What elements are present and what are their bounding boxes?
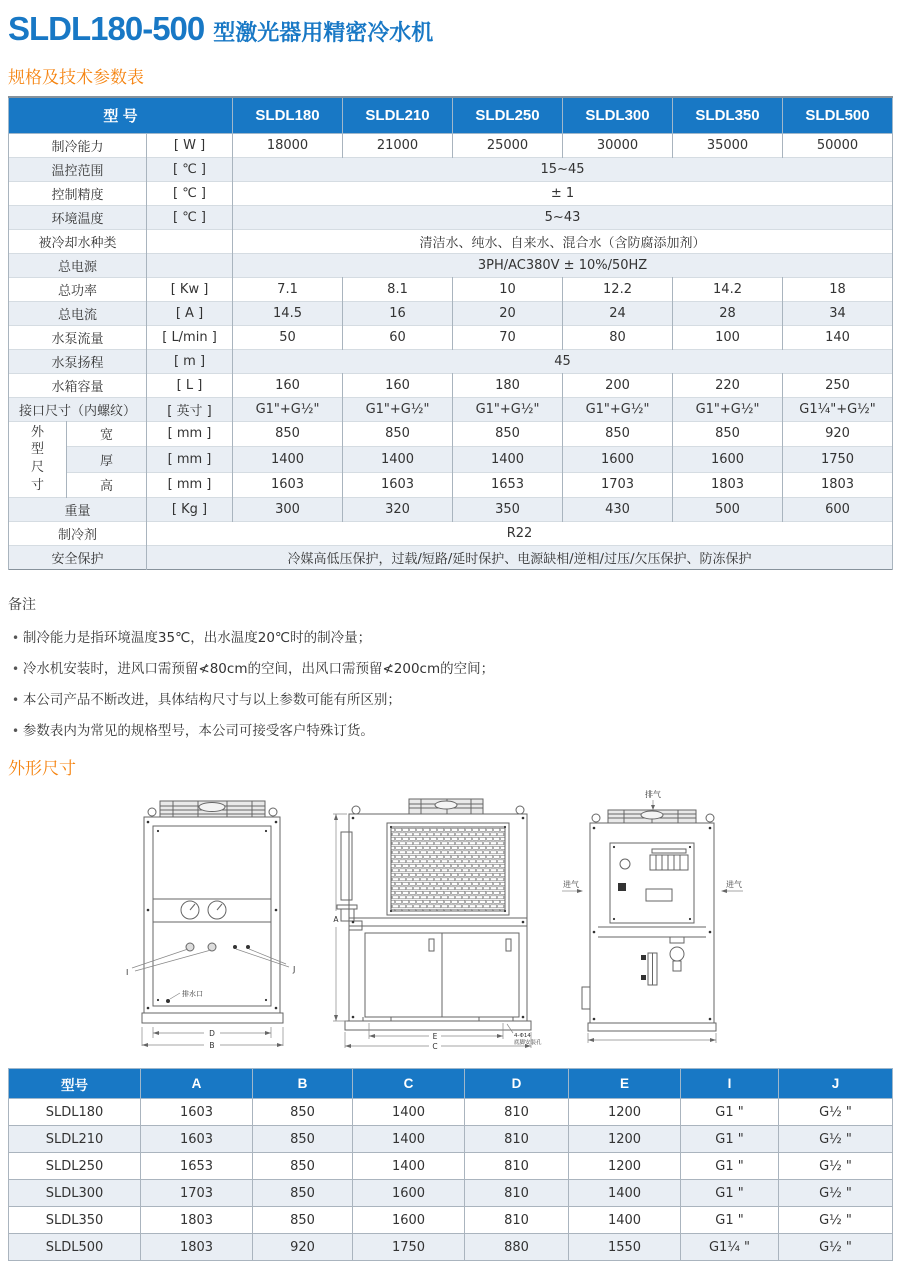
spec-label: 重量 (9, 498, 147, 522)
spec-row (9, 447, 893, 473)
dim-value: G1¼ " (681, 1234, 779, 1261)
dim-row (9, 1153, 893, 1180)
spec-value: 14.5 (233, 301, 343, 325)
dim-header: J (779, 1069, 893, 1099)
spec-value: G1"+G½" (673, 397, 783, 421)
spec-value: 220 (673, 373, 783, 397)
spec-sub-label: 宽 (67, 421, 147, 447)
drawing-side-view (329, 787, 544, 1052)
dim-value: 1803 (141, 1234, 253, 1261)
dim-value: 1400 (569, 1207, 681, 1234)
spec-value: 12.2 (563, 277, 673, 301)
spec-label: 总功率 (9, 277, 147, 301)
spec-sub-label: 厚 (67, 447, 147, 473)
spec-label: 水泵扬程 (9, 349, 147, 373)
rear-intake-right-label: 进气 (726, 880, 742, 890)
dim-value: 1400 (353, 1153, 465, 1180)
spec-value: G1"+G½" (563, 397, 673, 421)
spec-value: G1"+G½" (453, 397, 563, 421)
spec-value: G1"+G½" (343, 397, 453, 421)
dim-value: 880 (465, 1234, 569, 1261)
spec-value: 500 (673, 498, 783, 522)
spec-value: 300 (233, 498, 343, 522)
spec-value: 1600 (563, 447, 673, 473)
spec-header-model: SLDL210 (343, 97, 453, 133)
spec-value: 1600 (673, 447, 783, 473)
spec-value: 850 (453, 421, 563, 447)
spec-row (9, 229, 893, 253)
spec-value: 60 (343, 325, 453, 349)
spec-value: 20 (453, 301, 563, 325)
spec-value: 1603 (343, 472, 453, 498)
dim-value: G½ " (779, 1099, 893, 1126)
spec-value: 160 (343, 373, 453, 397)
spec-row (9, 522, 893, 546)
spec-label: 安全保护 (9, 546, 147, 570)
front-dim-b: B (209, 1041, 215, 1051)
dim-model: SLDL250 (9, 1153, 141, 1180)
spec-value: 920 (783, 421, 893, 447)
section-title-specs: 规格及技术参数表 (8, 68, 144, 88)
spec-row (9, 277, 893, 301)
front-dim-d: D (209, 1029, 215, 1039)
dim-value: G½ " (779, 1126, 893, 1153)
spec-value: 1603 (233, 472, 343, 498)
dim-value: 1400 (569, 1180, 681, 1207)
dim-value: 1703 (141, 1180, 253, 1207)
spec-label: 环境温度 (9, 205, 147, 229)
spec-value: 1400 (233, 447, 343, 473)
dim-header: B (253, 1069, 353, 1099)
spec-row (9, 397, 893, 421)
spec-unit: [ W ] (147, 133, 233, 157)
spec-value: 1400 (453, 447, 563, 473)
spec-row (9, 253, 893, 277)
spec-label: 水泵流量 (9, 325, 147, 349)
spec-row (9, 325, 893, 349)
spec-label: 制冷能力 (9, 133, 147, 157)
spec-merged-value: 5~43 (233, 205, 893, 229)
spec-unit: [ L/min ] (147, 325, 233, 349)
spec-label: 总电源 (9, 253, 147, 277)
dim-value: G1 " (681, 1153, 779, 1180)
spec-value: 1703 (563, 472, 673, 498)
spec-value: 50 (233, 325, 343, 349)
spec-value: 250 (783, 373, 893, 397)
spec-row (9, 157, 893, 181)
spec-table (8, 96, 893, 570)
front-port-label-i: I (126, 968, 129, 978)
note-item: • 冷水机安装时，进风口需预留≮80cm的空间，出风口需预留≮200cm的空间； (12, 657, 892, 677)
spec-row (9, 373, 893, 397)
spec-header-model: SLDL300 (563, 97, 673, 133)
spec-header-model: SLDL350 (673, 97, 783, 133)
dim-value: G½ " (779, 1153, 893, 1180)
spec-value: 14.2 (673, 277, 783, 301)
spec-row (9, 498, 893, 522)
spec-label: 接口尺寸（内螺纹） (9, 397, 147, 421)
spec-value: 10 (453, 277, 563, 301)
spec-value: 1653 (453, 472, 563, 498)
spec-value: 1750 (783, 447, 893, 473)
dim-value: 920 (253, 1234, 353, 1261)
spec-unit (147, 229, 233, 253)
dim-value: G1 " (681, 1207, 779, 1234)
spec-value: 600 (783, 498, 893, 522)
dim-model: SLDL300 (9, 1180, 141, 1207)
section-title-dimensions: 外形尺寸 (8, 759, 76, 780)
dimension-table (8, 1068, 893, 1261)
spec-row (9, 133, 893, 157)
spec-value: 320 (343, 498, 453, 522)
page-title-model: SLDL180-500 (8, 10, 205, 47)
spec-value: 850 (563, 421, 673, 447)
dim-row (9, 1234, 893, 1261)
dim-value: G1 " (681, 1126, 779, 1153)
spec-value: 18000 (233, 133, 343, 157)
spec-label: 总电流 (9, 301, 147, 325)
spec-unit: [ ℃ ] (147, 181, 233, 205)
spec-merged-value: ± 1 (233, 181, 893, 205)
dim-value: 1653 (141, 1153, 253, 1180)
spec-merged-value: 冷媒高低压保护，过载/短路/延时保护、电源缺相/逆相/过压/欠压保护、防冻保护 (147, 546, 893, 570)
side-holes-note-line1: 4-Φ14 (514, 1033, 531, 1040)
note-item: • 本公司产品不断改进，具体结构尺寸与以上参数可能有所区别； (12, 688, 892, 708)
page-title (8, 8, 892, 48)
spec-value: 1803 (783, 472, 893, 498)
spec-value: 200 (563, 373, 673, 397)
note-item: • 制冷能力是指环境温度35℃，出水温度20℃时的制冷量； (12, 626, 892, 646)
dim-value: G½ " (779, 1234, 893, 1261)
spec-value: 28 (673, 301, 783, 325)
dim-value: 850 (253, 1099, 353, 1126)
dim-model: SLDL500 (9, 1234, 141, 1261)
spec-unit: [ L ] (147, 373, 233, 397)
dim-header-row (9, 1069, 893, 1099)
spec-unit: [ A ] (147, 301, 233, 325)
side-dim-a: A (333, 915, 339, 925)
spec-value: 1803 (673, 472, 783, 498)
dim-header: I (681, 1069, 779, 1099)
spec-value: 24 (563, 301, 673, 325)
spec-group-label: 外型尺寸 (9, 421, 67, 498)
spec-value: 34 (783, 301, 893, 325)
dim-header: E (569, 1069, 681, 1099)
dim-value: 850 (253, 1207, 353, 1234)
dim-value: 1750 (353, 1234, 465, 1261)
spec-unit: [ Kg ] (147, 498, 233, 522)
spec-unit (147, 253, 233, 277)
spec-value: 16 (343, 301, 453, 325)
spec-value: 70 (453, 325, 563, 349)
spec-unit: [ ℃ ] (147, 205, 233, 229)
spec-value: 30000 (563, 133, 673, 157)
dim-value: G½ " (779, 1207, 893, 1234)
spec-row (9, 349, 893, 373)
spec-row (9, 472, 893, 498)
spec-row (9, 546, 893, 570)
dim-header: C (353, 1069, 465, 1099)
drawing-front-view (110, 787, 315, 1052)
dim-model: SLDL180 (9, 1099, 141, 1126)
side-dim-c: C (432, 1042, 438, 1052)
dim-value: 850 (253, 1180, 353, 1207)
dim-value: 810 (465, 1180, 569, 1207)
spec-value: 850 (673, 421, 783, 447)
spec-label: 制冷剂 (9, 522, 147, 546)
spec-label: 控制精度 (9, 181, 147, 205)
dim-value: 850 (253, 1126, 353, 1153)
spec-header-row (9, 97, 893, 133)
dim-value: 810 (465, 1099, 569, 1126)
rear-exhaust-label: 排气 (645, 790, 661, 800)
spec-header-model: SLDL500 (783, 97, 893, 133)
dim-header: D (465, 1069, 569, 1099)
spec-value: 430 (563, 498, 673, 522)
notes-list (8, 626, 892, 739)
drawing-rear-view (558, 787, 748, 1052)
dim-value: 1200 (569, 1126, 681, 1153)
notes-title: 备注 (8, 597, 36, 614)
spec-merged-value: 3PH/AC380V ± 10%/50HZ (233, 253, 893, 277)
spec-value: 8.1 (343, 277, 453, 301)
spec-unit: [ ℃ ] (147, 157, 233, 181)
dim-model: SLDL210 (9, 1126, 141, 1153)
spec-header-model: SLDL180 (233, 97, 343, 133)
spec-row (9, 301, 893, 325)
dim-value: 1400 (353, 1099, 465, 1126)
spec-value: G1"+G½" (233, 397, 343, 421)
spec-merged-value: R22 (147, 522, 893, 546)
spec-header-model-label: 型 号 (9, 97, 233, 133)
dimension-drawings (110, 787, 748, 1052)
spec-header-model: SLDL250 (453, 97, 563, 133)
dim-row (9, 1126, 893, 1153)
spec-value: 7.1 (233, 277, 343, 301)
spec-unit: [ mm ] (147, 447, 233, 473)
spec-unit: [ Kw ] (147, 277, 233, 301)
spec-value: 35000 (673, 133, 783, 157)
side-holes-note-line2: 底脚安装孔 (514, 1040, 542, 1047)
dim-value: 1550 (569, 1234, 681, 1261)
spec-value: 140 (783, 325, 893, 349)
dim-value: 1200 (569, 1153, 681, 1180)
dim-row (9, 1099, 893, 1126)
dim-header: A (141, 1069, 253, 1099)
spec-value: G1¼"+G½" (783, 397, 893, 421)
note-item: • 参数表内为常见的规格型号，本公司可接受客户特殊订货。 (12, 719, 892, 739)
spec-value: 18 (783, 277, 893, 301)
spec-value: 25000 (453, 133, 563, 157)
spec-unit: [ mm ] (147, 472, 233, 498)
spec-value: 180 (453, 373, 563, 397)
spec-value: 100 (673, 325, 783, 349)
spec-value: 160 (233, 373, 343, 397)
spec-value: 50000 (783, 133, 893, 157)
spec-row (9, 181, 893, 205)
dim-value: 1600 (353, 1207, 465, 1234)
spec-value: 80 (563, 325, 673, 349)
front-port-label-j: J (293, 965, 296, 975)
notes-section (8, 594, 892, 739)
dim-row (9, 1180, 893, 1207)
spec-label: 温控范围 (9, 157, 147, 181)
dim-value: 1600 (353, 1180, 465, 1207)
spec-merged-value: 15~45 (233, 157, 893, 181)
spec-row (9, 205, 893, 229)
rear-intake-left-label: 进气 (563, 880, 579, 890)
spec-merged-value: 45 (233, 349, 893, 373)
spec-unit: [ 英寸 ] (147, 397, 233, 421)
dim-header: 型号 (9, 1069, 141, 1099)
dim-value: G1 " (681, 1180, 779, 1207)
dim-value: 1803 (141, 1207, 253, 1234)
page-title-suffix: 型激光器用精密冷水机 (213, 21, 434, 46)
dim-value: 1200 (569, 1099, 681, 1126)
dim-value: 1603 (141, 1099, 253, 1126)
dim-value: G½ " (779, 1180, 893, 1207)
dim-value: 810 (465, 1126, 569, 1153)
spec-unit: [ m ] (147, 349, 233, 373)
dim-value: 1400 (353, 1126, 465, 1153)
spec-value: 350 (453, 498, 563, 522)
spec-value: 850 (233, 421, 343, 447)
spec-value: 21000 (343, 133, 453, 157)
spec-merged-value: 清洁水、纯水、自来水、混合水（含防腐添加剂） (233, 229, 893, 253)
spec-label: 水箱容量 (9, 373, 147, 397)
spec-unit: [ mm ] (147, 421, 233, 447)
front-drain-label: 排水口 (182, 990, 203, 999)
spec-row (9, 421, 893, 447)
side-dim-e: E (432, 1032, 438, 1042)
dim-value: 810 (465, 1207, 569, 1234)
spec-label: 被冷却水种类 (9, 229, 147, 253)
dim-value: 810 (465, 1153, 569, 1180)
spec-sub-label: 高 (67, 472, 147, 498)
dim-value: 1603 (141, 1126, 253, 1153)
dim-value: 850 (253, 1153, 353, 1180)
dim-value: G1 " (681, 1099, 779, 1126)
spec-value: 850 (343, 421, 453, 447)
spec-value: 1400 (343, 447, 453, 473)
dim-model: SLDL350 (9, 1207, 141, 1234)
